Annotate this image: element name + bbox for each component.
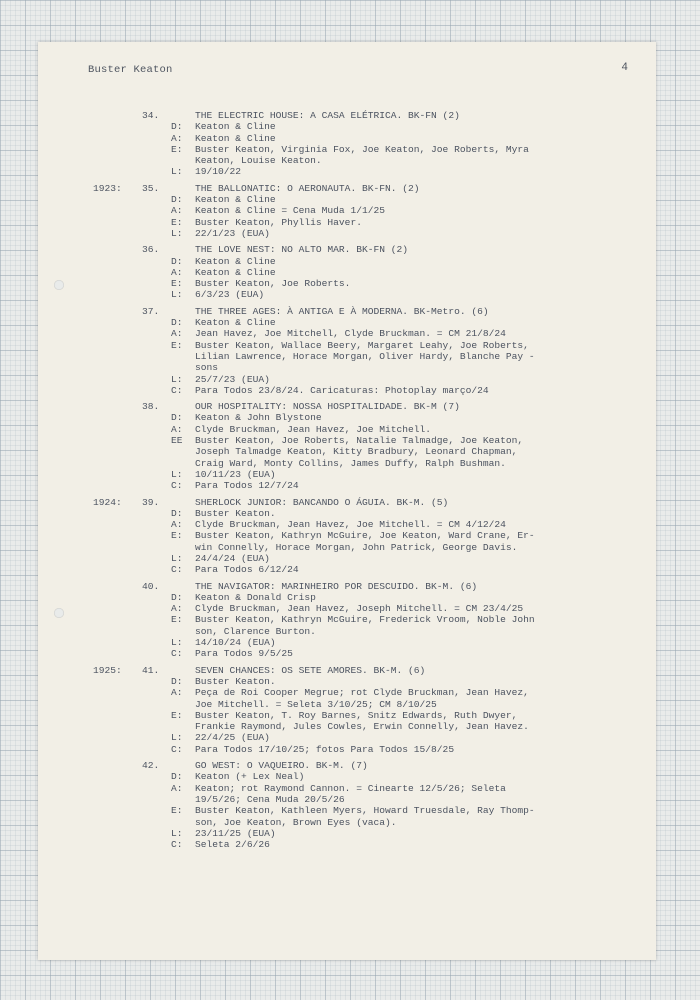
credit-text: Keaton, Louise Keaton. <box>195 155 322 167</box>
credit-line <box>38 289 656 300</box>
credit-text: 24/4/24 (EUA) <box>195 552 270 564</box>
credit-label: C: <box>171 480 183 492</box>
credit-text: Para Todos 12/7/24 <box>195 480 299 492</box>
credit-label: E: <box>171 530 183 542</box>
credit-text: Para Todos 17/10/25; fotos Para Todos 15/8/25 <box>195 743 455 755</box>
credit-line <box>38 828 656 839</box>
credit-line <box>38 783 656 794</box>
credit-label: C: <box>171 743 183 755</box>
filmography-entries <box>38 110 656 855</box>
credit-text: 19/10/22 <box>195 166 242 178</box>
credit-line <box>38 744 656 755</box>
credit-line <box>38 710 656 721</box>
credit-text: 25/7/23 (EUA) <box>195 373 270 385</box>
film-title: SEVEN CHANCES: OS SETE AMORES. BK-M. (6) <box>195 664 426 676</box>
credit-text: Seleta 2/6/26 <box>195 839 270 851</box>
credit-line <box>38 508 656 519</box>
entry-number: 34. <box>142 110 160 121</box>
credit-line <box>38 412 656 423</box>
film-entry-heading <box>38 581 656 592</box>
credit-label: A: <box>171 519 183 531</box>
film-entry-heading <box>38 665 656 676</box>
film-entry-heading <box>38 497 656 508</box>
film-entry <box>38 665 656 755</box>
credit-label: L: <box>171 468 183 480</box>
entry-number: 42. <box>142 760 160 772</box>
film-title: GO WEST: O VAQUEIRO. BK-M. (7) <box>195 760 368 772</box>
year-label: 1925: <box>93 664 122 676</box>
credit-label: C: <box>171 384 183 396</box>
entry-number: 39. <box>142 496 160 508</box>
credit-label: D: <box>171 675 183 687</box>
credit-line <box>38 603 656 614</box>
credit-text: Lilian Lawrence, Horace Morgan, Oliver Hardy, Blanche Pay - <box>195 350 535 362</box>
credit-text: 6/3/23 (EUA) <box>195 289 265 301</box>
credit-line <box>38 614 656 625</box>
year-label: 1924: <box>93 496 122 508</box>
credit-line <box>38 317 656 328</box>
credit-line <box>38 166 656 177</box>
page-number: 4 <box>621 62 628 74</box>
entry-number: 38. <box>142 401 160 413</box>
credit-label: E: <box>171 143 183 155</box>
credit-line <box>38 256 656 267</box>
credit-text: Peça de Roi Cooper Megrue; rot Clyde Bruckman, Jean Havez, <box>195 687 529 699</box>
film-entry <box>38 244 656 300</box>
credit-line <box>38 194 656 205</box>
credit-text: Para Todos 23/8/24. Caricaturas: Photoplay março/24 <box>195 384 489 396</box>
credit-text: son, Joe Keaton, Brown Eyes (vaca). <box>195 816 397 828</box>
credit-label: A: <box>171 205 183 217</box>
film-entry-heading <box>38 244 656 255</box>
credit-label: A: <box>171 328 183 340</box>
credit-line <box>38 687 656 698</box>
credit-line <box>38 732 656 743</box>
credit-text: Clyde Bruckman, Jean Havez, Joseph Mitchell. = CM 23/4/25 <box>195 603 524 615</box>
credit-text: Keaton & John Blystone <box>195 412 322 424</box>
credit-text: Buster Keaton, Kathleen Myers, Howard Truesdale, Ray Thomp- <box>195 805 535 817</box>
credit-text: Frankie Raymond, Jules Cowles, Erwin Connelly, Jean Havez. <box>195 721 529 733</box>
credit-text: 10/11/23 (EUA) <box>195 468 276 480</box>
year-label: 1923: <box>93 182 122 194</box>
credit-line <box>38 771 656 782</box>
entry-number: 40. <box>142 580 160 592</box>
credit-text: Buster Keaton. <box>195 507 276 519</box>
credit-text: Buster Keaton, Kathryn McGuire, Frederick Vroom, Noble John <box>195 614 535 626</box>
credit-text: sons <box>195 362 219 374</box>
credit-text: Keaton & Cline <box>195 255 276 267</box>
credit-line <box>38 228 656 239</box>
credit-line <box>38 699 656 710</box>
credit-text: Keaton & Cline = Cena Muda 1/1/25 <box>195 205 385 217</box>
credit-label: L: <box>171 227 183 239</box>
credit-text: Joe Mitchell. = Seleta 3/10/25; CM 8/10/25 <box>195 698 437 710</box>
credit-label: EE <box>171 435 183 447</box>
credit-line <box>38 542 656 553</box>
credit-line <box>38 133 656 144</box>
credit-line <box>38 144 656 155</box>
credit-line <box>38 374 656 385</box>
credit-line <box>38 648 656 659</box>
film-entry <box>38 760 656 850</box>
credit-line <box>38 458 656 469</box>
entry-number: 35. <box>142 182 160 194</box>
credit-text: Buster Keaton, Joe Roberts. <box>195 278 351 290</box>
credit-text: Buster Keaton. <box>195 675 276 687</box>
credit-text: Para Todos 9/5/25 <box>195 648 293 660</box>
credit-label: C: <box>171 564 183 576</box>
credit-text: Keaton & Donald Crisp <box>195 591 316 603</box>
film-entry-heading <box>38 401 656 412</box>
credit-text: Craig Ward, Monty Collins, James Duffy, Ralph Bushman. <box>195 457 506 469</box>
credit-text: 23/11/25 (EUA) <box>195 827 276 839</box>
credit-text: Buster Keaton, Kathryn McGuire, Joe Keaton, Ward Crane, Er- <box>195 530 535 542</box>
credit-label: E: <box>171 805 183 817</box>
credit-label: L: <box>171 552 183 564</box>
credit-line <box>38 592 656 603</box>
credit-label: D: <box>171 412 183 424</box>
entry-number: 37. <box>142 305 160 317</box>
credit-text: 14/10/24 (EUA) <box>195 637 276 649</box>
credit-label: D: <box>171 317 183 329</box>
film-entry-heading <box>38 306 656 317</box>
credit-line <box>38 351 656 362</box>
credit-label: D: <box>171 194 183 206</box>
credit-label: D: <box>171 507 183 519</box>
credit-line <box>38 626 656 637</box>
film-entry <box>38 401 656 491</box>
entry-number: 41. <box>142 664 160 676</box>
credit-text: Joseph Talmadge Keaton, Kitty Bradbury, Leonard Chapman, <box>195 446 518 458</box>
film-entry <box>38 306 656 396</box>
film-title: OUR HOSPITALITY: NOSSA HOSPITALIDADE. BK-M (7) <box>195 401 460 413</box>
credit-text: Keaton & Cline <box>195 121 276 133</box>
credit-text: Keaton (+ Lex Neal) <box>195 771 305 783</box>
credit-line <box>38 530 656 541</box>
credit-label: E: <box>171 709 183 721</box>
credit-line <box>38 553 656 564</box>
credit-label: A: <box>171 132 183 144</box>
credit-line <box>38 340 656 351</box>
credit-label: D: <box>171 255 183 267</box>
credit-label: A: <box>171 687 183 699</box>
credit-label: L: <box>171 166 183 178</box>
credit-line <box>38 817 656 828</box>
credit-line <box>38 469 656 480</box>
running-head: Buster Keaton <box>88 64 173 76</box>
credit-label: A: <box>171 266 183 278</box>
credit-label: L: <box>171 373 183 385</box>
typewritten-page <box>38 42 656 960</box>
credit-text: Jean Havez, Joe Mitchell, Clyde Bruckman. = CM 21/8/24 <box>195 328 506 340</box>
credit-label: A: <box>171 423 183 435</box>
film-entry <box>38 183 656 239</box>
credit-text: Keaton & Cline <box>195 194 276 206</box>
credit-line <box>38 385 656 396</box>
credit-text: 19/5/26; Cena Muda 20/5/26 <box>195 793 345 805</box>
film-entry <box>38 110 656 178</box>
credit-text: Keaton & Cline <box>195 317 276 329</box>
credit-line <box>38 721 656 732</box>
credit-line <box>38 155 656 166</box>
film-entry-heading <box>38 760 656 771</box>
film-entry <box>38 581 656 660</box>
credit-line <box>38 267 656 278</box>
film-entry-heading <box>38 183 656 194</box>
film-title: THE NAVIGATOR: MARINHEIRO POR DESCUIDO. BK-M. (6) <box>195 580 478 592</box>
credit-line <box>38 839 656 850</box>
credit-text: Buster Keaton, Joe Roberts, Natalie Talmadge, Joe Keaton, <box>195 435 524 447</box>
credit-line <box>38 805 656 816</box>
credit-label: E: <box>171 614 183 626</box>
credit-line <box>38 637 656 648</box>
credit-text: Clyde Bruckman, Jean Havez, Joe Mitchell. <box>195 423 432 435</box>
film-title: SHERLOCK JUNIOR: BANCANDO O ÁGUIA. BK-M. (5) <box>195 496 449 508</box>
credit-text: Clyde Bruckman, Jean Havez, Joe Mitchell. = CM 4/12/24 <box>195 519 506 531</box>
credit-line <box>38 446 656 457</box>
credit-label: E: <box>171 339 183 351</box>
credit-text: son, Clarence Burton. <box>195 625 316 637</box>
credit-text: Keaton; rot Raymond Cannon. = Cinearte 12/5/26; Seleta <box>195 782 506 794</box>
credit-text: Keaton & Cline <box>195 132 276 144</box>
credit-label: D: <box>171 591 183 603</box>
credit-line <box>38 519 656 530</box>
credit-label: A: <box>171 603 183 615</box>
credit-label: E: <box>171 216 183 228</box>
credit-line <box>38 564 656 575</box>
entry-number: 36. <box>142 244 160 256</box>
credit-line <box>38 480 656 491</box>
film-title: THE LOVE NEST: NO ALTO MAR. BK-FN (2) <box>195 244 409 256</box>
credit-line <box>38 676 656 687</box>
credit-line <box>38 794 656 805</box>
credit-label: L: <box>171 289 183 301</box>
credit-line <box>38 435 656 446</box>
film-entry <box>38 497 656 576</box>
credit-label: L: <box>171 827 183 839</box>
credit-text: 22/4/25 (EUA) <box>195 732 270 744</box>
credit-text: Buster Keaton, Phyllis Haver. <box>195 216 362 228</box>
credit-text: Buster Keaton, T. Roy Barnes, Snitz Edwards, Ruth Dwyer, <box>195 709 518 721</box>
credit-label: L: <box>171 637 183 649</box>
credit-line <box>38 205 656 216</box>
credit-text: Buster Keaton, Wallace Beery, Margaret Leahy, Joe Roberts, <box>195 339 529 351</box>
credit-text: 22/1/23 (EUA) <box>195 227 270 239</box>
credit-line <box>38 362 656 373</box>
credit-label: C: <box>171 839 183 851</box>
credit-line <box>38 217 656 228</box>
film-title: THE ELECTRIC HOUSE: A CASA ELÉTRICA. BK-FN (2) <box>195 110 460 121</box>
credit-line <box>38 424 656 435</box>
film-title: THE BALLONATIC: O AERONAUTA. BK-FN. (2) <box>195 182 420 194</box>
credit-label: D: <box>171 771 183 783</box>
credit-text: win Connelly, Horace Morgan, John Patrick, George Davis. <box>195 541 518 553</box>
film-title: THE THREE AGES: À ANTIGA E À MODERNA. BK-Metro. (6) <box>195 305 489 317</box>
credit-label: C: <box>171 648 183 660</box>
film-entry-heading <box>38 110 656 121</box>
credit-label: D: <box>171 121 183 133</box>
credit-label: L: <box>171 732 183 744</box>
credit-text: Keaton & Cline <box>195 266 276 278</box>
credit-label: E: <box>171 278 183 290</box>
credit-text: Buster Keaton, Virginia Fox, Joe Keaton, Joe Roberts, Myra <box>195 143 529 155</box>
credit-line <box>38 278 656 289</box>
credit-line <box>38 121 656 132</box>
credit-line <box>38 328 656 339</box>
credit-text: Para Todos 6/12/24 <box>195 564 299 576</box>
credit-label: A: <box>171 782 183 794</box>
